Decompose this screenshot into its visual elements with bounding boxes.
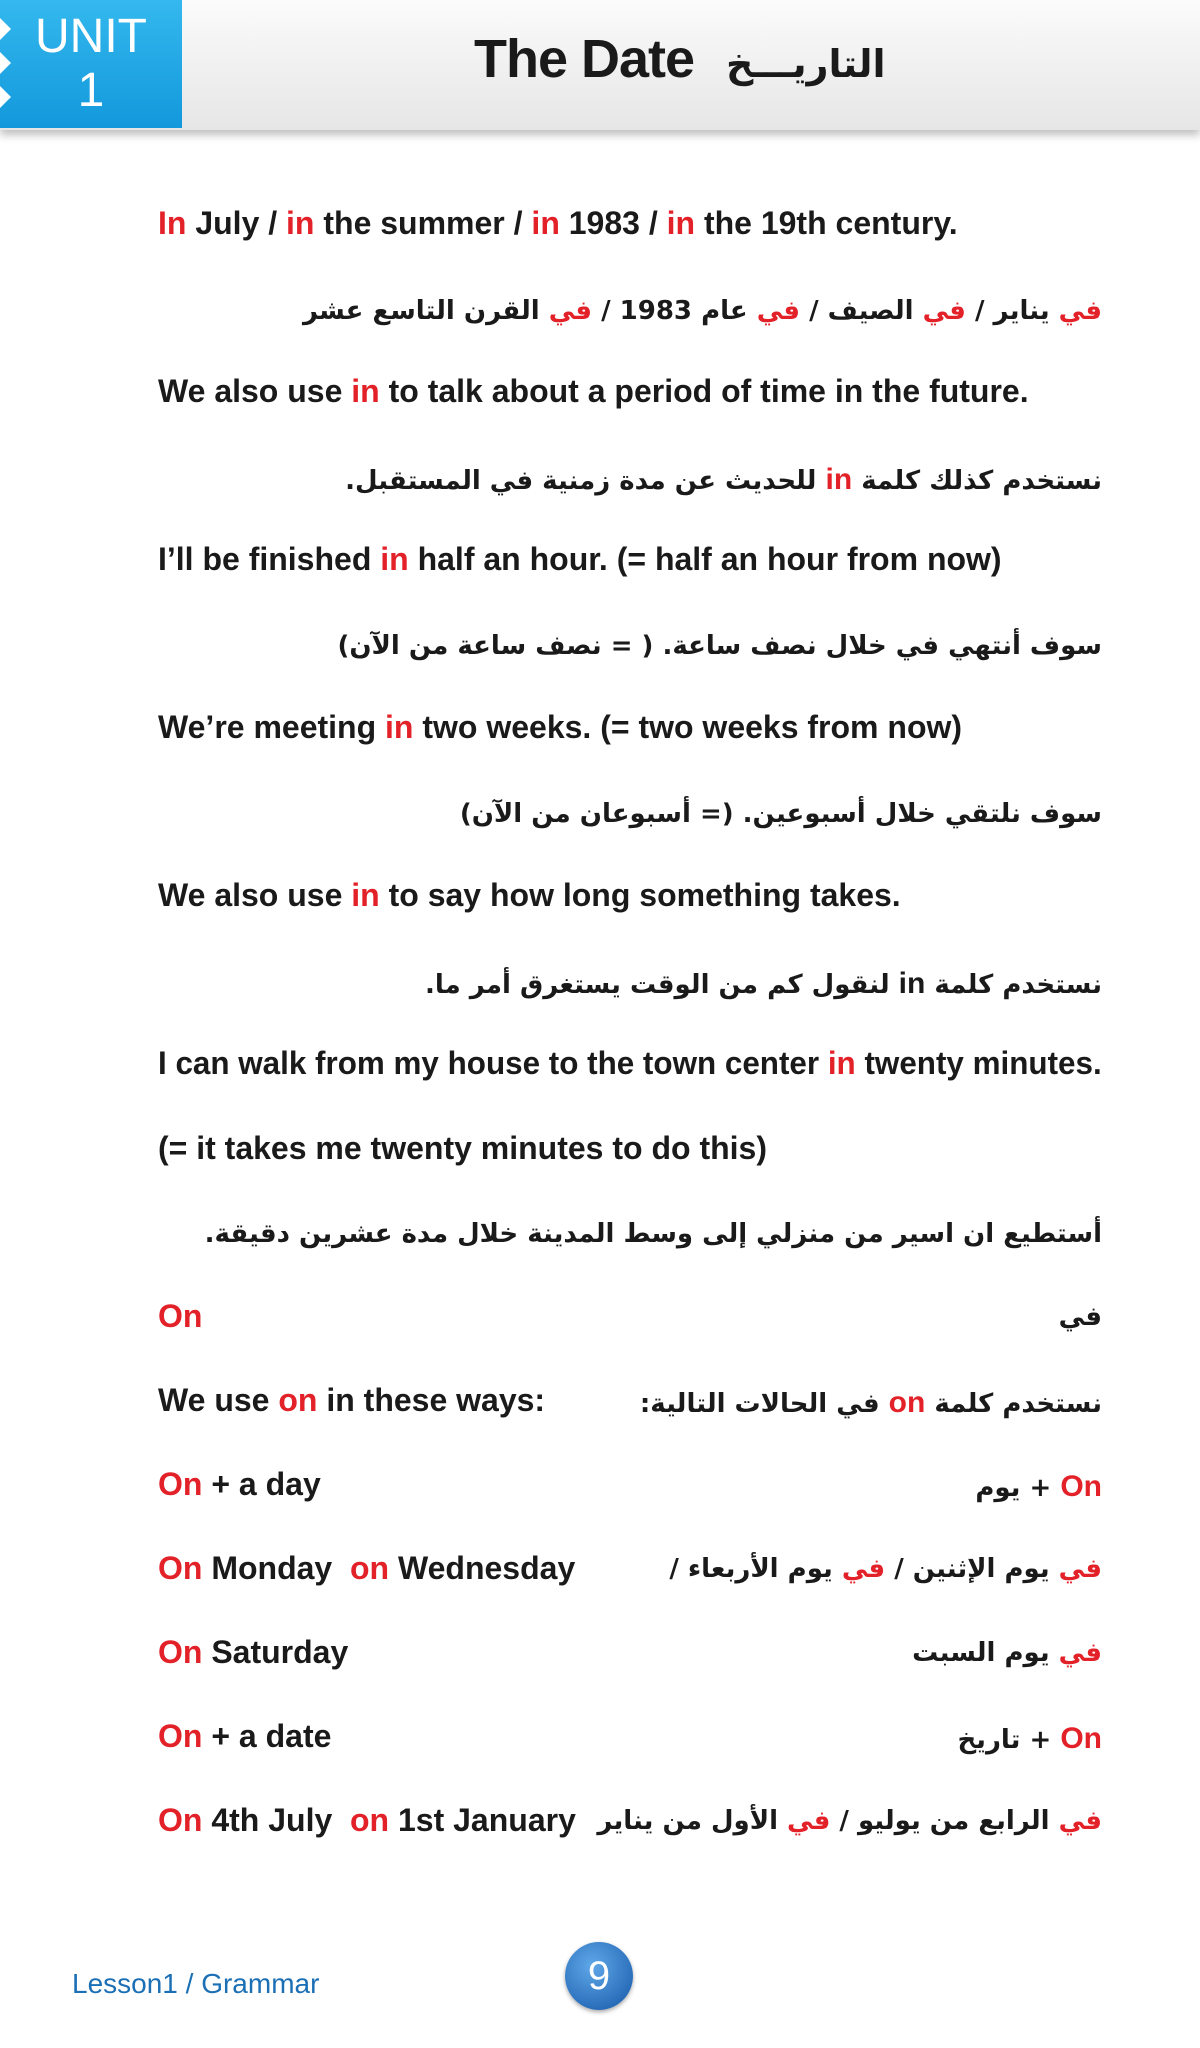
text: to say how long something takes. xyxy=(379,877,901,913)
text: + يوم xyxy=(975,1473,1061,1503)
keyword: في xyxy=(1058,1638,1102,1668)
keyword: in xyxy=(351,373,380,409)
keyword: on xyxy=(350,1550,390,1586)
example-line-ar xyxy=(669,1554,1102,1584)
keyword: on xyxy=(278,1382,318,1418)
text: لنقول كم من الوقت يستغرق أمر ما. xyxy=(424,970,899,1000)
rule-line-en xyxy=(158,877,901,914)
rule-line-ar xyxy=(640,1386,1102,1420)
text: الرابع من يوليو / xyxy=(830,1806,1059,1836)
unit-label: UNIT xyxy=(35,10,147,63)
text: يوم السبت xyxy=(912,1638,1059,1668)
page-number-badge: 9 xyxy=(565,1942,633,2010)
keyword: in xyxy=(825,463,853,496)
text: 1st January xyxy=(389,1802,576,1838)
keyword: on xyxy=(888,1386,926,1419)
keyword: On xyxy=(158,1802,203,1838)
example-line-en xyxy=(158,1550,332,1587)
keyword: in xyxy=(666,205,696,241)
example-line-en xyxy=(158,205,958,242)
text: (= it takes me twenty minutes to do this) xyxy=(158,1130,767,1166)
keyword: On xyxy=(158,1550,203,1586)
text: the summer / xyxy=(314,205,532,241)
example-line-ar xyxy=(460,799,1102,829)
keyword: في xyxy=(787,1806,831,1836)
text: عام 1983 / xyxy=(592,296,757,326)
badge-notch xyxy=(0,52,11,74)
keyword: في xyxy=(756,296,801,326)
keyword: On xyxy=(158,1634,203,1670)
text: We’re meeting xyxy=(158,709,386,745)
rule-line-en xyxy=(158,1718,331,1755)
text: أستطيع ان اسير من منزلي إلى وسط المدينة خلال مدة عشرين دقيقة. xyxy=(204,1219,1102,1249)
text: 4th July xyxy=(202,1802,333,1838)
keyword: in xyxy=(351,877,380,913)
example-line-ar xyxy=(303,296,1102,326)
badge-notch xyxy=(0,18,11,40)
rule-line-ar xyxy=(345,463,1102,497)
rule-line-ar xyxy=(975,1470,1102,1504)
keyword: في xyxy=(922,296,966,326)
keyword: In xyxy=(158,205,187,241)
text: I’ll be finished xyxy=(158,541,381,577)
keyword: في xyxy=(548,296,593,326)
lesson-label: Lesson1 / Grammar xyxy=(72,1968,320,1999)
keyword: On xyxy=(158,1466,203,1502)
text: + تاريخ xyxy=(957,1725,1061,1755)
text: I can walk from my house to the town center xyxy=(158,1045,828,1081)
text: July / xyxy=(186,205,287,241)
example-line-ar xyxy=(597,1806,1102,1836)
keyword: on xyxy=(350,1802,390,1838)
example-line-en xyxy=(158,1802,332,1839)
text: Wednesday xyxy=(389,1550,576,1586)
unit-badge xyxy=(0,0,182,128)
example-note-en xyxy=(158,1130,767,1167)
page-header xyxy=(0,0,1200,130)
text: Saturday xyxy=(202,1634,349,1670)
text: القرن التاسع عشر xyxy=(303,296,549,326)
keyword: On xyxy=(158,1298,203,1334)
example-line-en xyxy=(158,1045,1102,1082)
rule-line-en xyxy=(158,1382,545,1419)
rule-line-ar xyxy=(425,967,1102,1001)
keyword: On xyxy=(1060,1722,1102,1755)
keyword: in xyxy=(898,967,926,1000)
rule-line-en xyxy=(158,1466,321,1503)
text: يناير / xyxy=(965,296,1059,326)
keyword: في xyxy=(1058,1806,1102,1836)
keyword: in xyxy=(286,205,315,241)
page-title-arabic: التاريـــخ xyxy=(726,42,886,86)
text: نستخدم كذلك كلمة xyxy=(852,466,1102,496)
keyword: On xyxy=(1060,1470,1102,1503)
text: سوف نلتقي خلال أسبوعين. (= أسبوعان من الآن) xyxy=(459,799,1102,829)
keyword: in xyxy=(380,541,409,577)
text: + a date xyxy=(202,1718,332,1754)
example-line-en xyxy=(158,541,1002,578)
text: الصيف / xyxy=(800,296,923,326)
text: We also use xyxy=(158,877,352,913)
example-line-en xyxy=(350,1802,576,1839)
section-heading-ar xyxy=(1059,1302,1102,1332)
text: الأول من يناير xyxy=(597,1806,788,1836)
rule-line-ar xyxy=(957,1722,1102,1756)
example-line-ar xyxy=(912,1638,1102,1668)
text: 1983 / xyxy=(559,205,667,241)
text: للحديث عن مدة زمنية في المستقبل. xyxy=(345,466,826,496)
keyword: في xyxy=(1058,296,1102,326)
text: سوف أنتهي في خلال نصف ساعة. ( = نصف ساعة من الآن) xyxy=(337,631,1102,661)
example-line-ar xyxy=(205,1219,1102,1249)
keyword: في xyxy=(1058,1554,1102,1584)
example-line-en xyxy=(158,709,962,746)
text: نستخدم كلمة xyxy=(925,970,1102,1000)
text: the 19th century. xyxy=(695,205,958,241)
text: We use xyxy=(158,1382,279,1418)
keyword: in xyxy=(827,1045,856,1081)
example-line-en xyxy=(158,1634,348,1671)
text: في xyxy=(1058,1302,1102,1332)
example-line-en xyxy=(350,1550,575,1587)
example-line-ar xyxy=(337,631,1102,661)
text: in these ways: xyxy=(317,1382,546,1418)
text: twenty minutes. xyxy=(855,1045,1102,1081)
text: في الحالات التالية: xyxy=(639,1389,889,1419)
text: يوم الإثنين / xyxy=(885,1554,1059,1584)
unit-number: 1 xyxy=(77,64,105,117)
keyword: in xyxy=(531,205,560,241)
text: نستخدم كلمة xyxy=(925,1389,1102,1419)
badge-notch xyxy=(0,86,11,108)
text: to talk about a period of time in the future. xyxy=(379,373,1029,409)
page-title: The Date xyxy=(474,29,695,89)
text: We also use xyxy=(158,373,352,409)
keyword: في xyxy=(841,1554,886,1584)
rule-line-en xyxy=(158,373,1029,410)
text: half an hour. (= half an hour from now) xyxy=(408,541,1002,577)
text: يوم الأربعاء / xyxy=(669,1554,842,1584)
text: Monday xyxy=(202,1550,333,1586)
text: two weeks. (= two weeks from now) xyxy=(413,709,963,745)
keyword: in xyxy=(385,709,414,745)
text: + a day xyxy=(202,1466,321,1502)
section-heading-en xyxy=(158,1298,202,1335)
keyword: On xyxy=(158,1718,203,1754)
